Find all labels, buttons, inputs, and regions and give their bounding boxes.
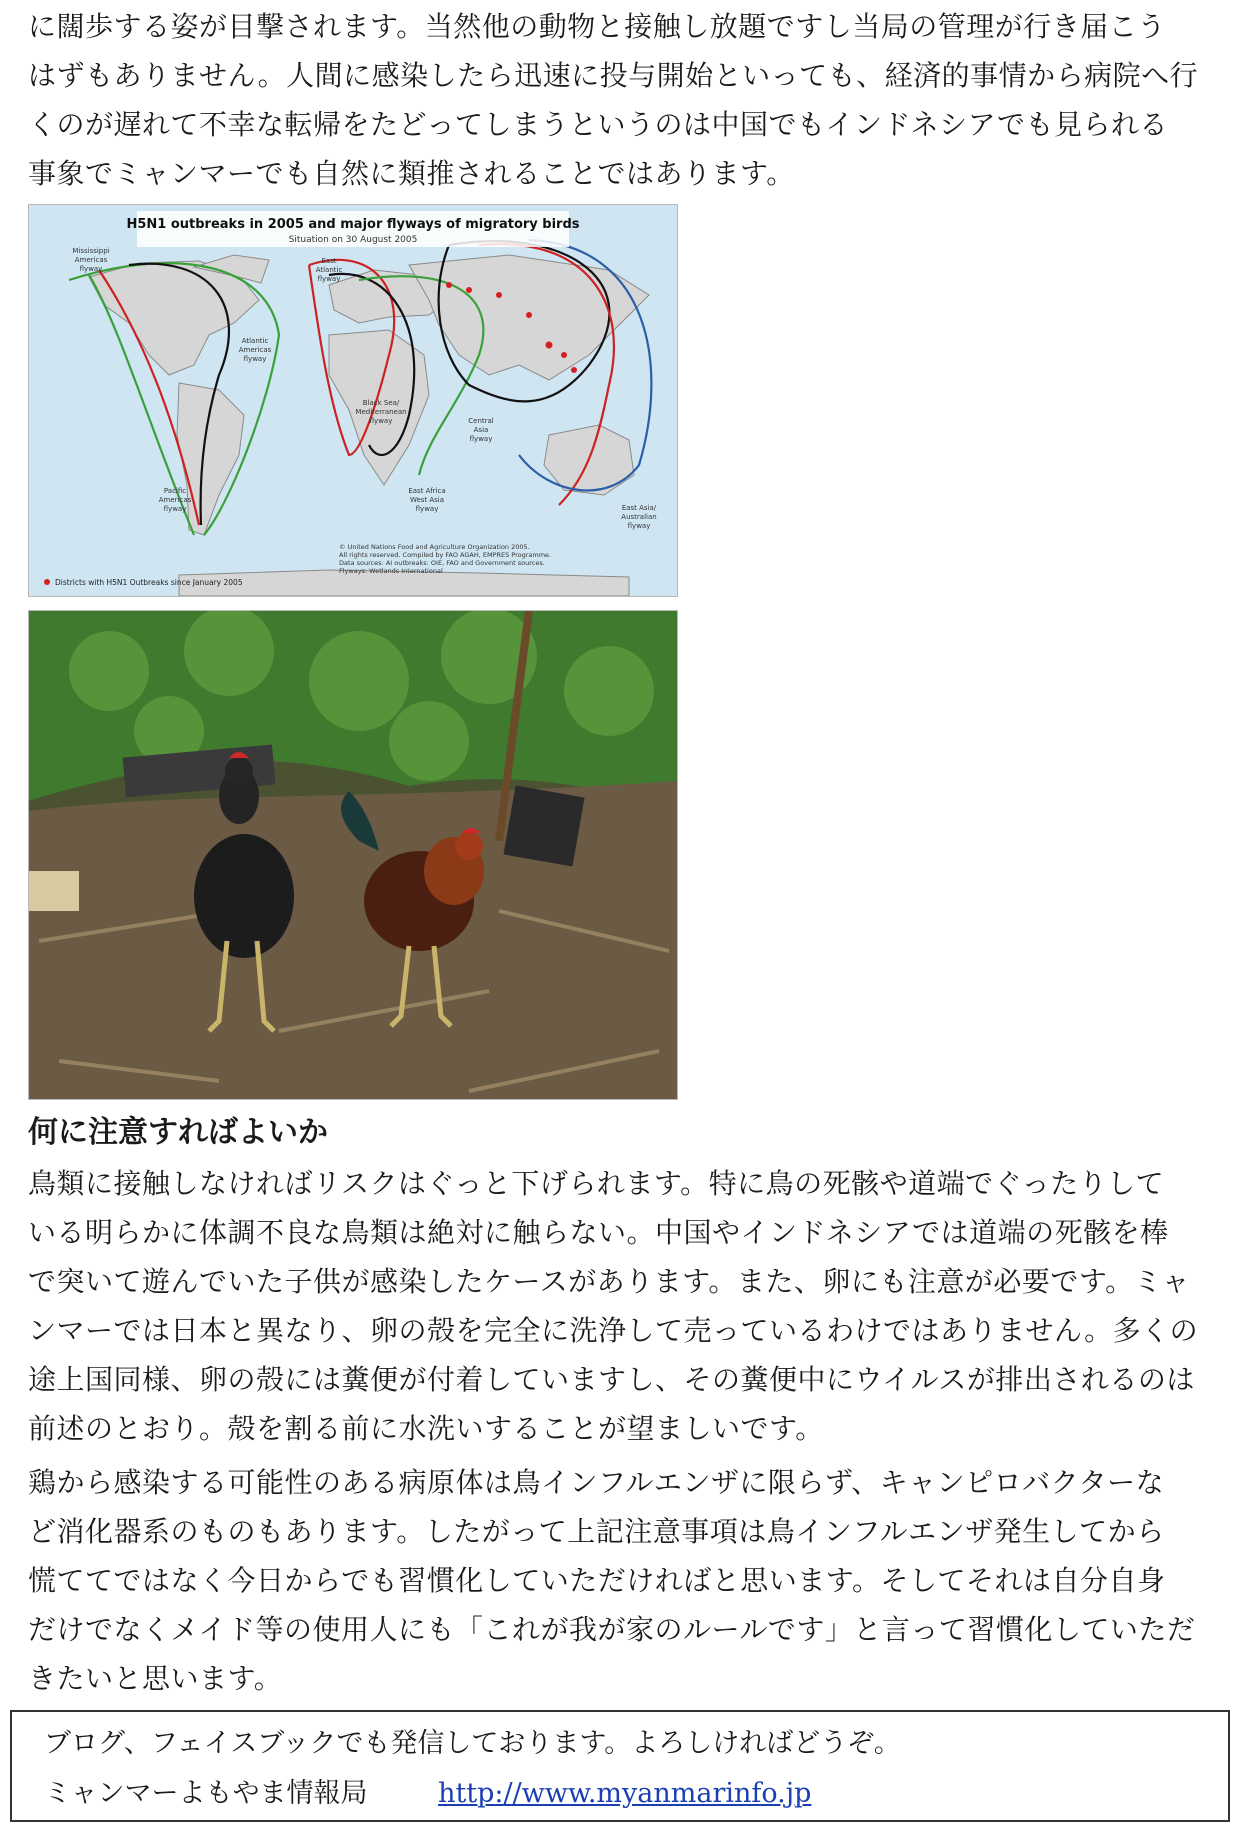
roosters-photo [28, 610, 678, 1100]
svg-text:East Asia/: East Asia/ [621, 504, 657, 512]
svg-text:Black Sea/: Black Sea/ [362, 399, 400, 407]
outbreak-dot [446, 282, 452, 288]
habit-paragraph [28, 1458, 1218, 1703]
text-line: で突いて遊んでいた子供が感染したケースがあります。また、卵にも注意が必要です。ミャ [28, 1265, 1191, 1298]
notice-box [10, 1710, 1230, 1822]
map-title: H5N1 outbreaks in 2005 and major flyways of migratory birds [126, 217, 580, 232]
text-line: 鳥類に接触しなければリスクはぐっと下げられます。特に鳥の死骸や道端でぐったりして [28, 1167, 1165, 1200]
svg-text:Data sources: AI outbreaks: OI: Data sources: AI outbreaks: OIE, FAO and Government sources. [339, 559, 545, 567]
svg-text:flyway: flyway [317, 275, 341, 283]
site-url-link[interactable]: http://www.myanmarinfo.jp [438, 1778, 812, 1809]
text-line: 途上国同様、卵の殻には糞便が付着していますし、その糞便中にウイルスが排出されるのは [28, 1363, 1195, 1396]
notice-site-line [44, 1774, 811, 1814]
svg-text:Atlantic: Atlantic [241, 337, 269, 345]
svg-text:Atlantic: Atlantic [315, 266, 343, 274]
debris-bucket [29, 871, 79, 911]
text-line: きたいと思います。 [28, 1662, 283, 1695]
text-line: ンマーでは日本と異なり、卵の殻を完全に洗浄して売っているわけではありません。多くの [28, 1314, 1199, 1347]
text-line: 慌ててではなく今日からでも習慣化していただければと思います。そしてそれは自分自身 [28, 1564, 1166, 1597]
text-line: くのが遅れて不幸な転帰をたどってしまうというのは中国でもインドネシアでも見られる [28, 108, 1169, 141]
svg-text:flyway: flyway [163, 505, 187, 513]
text-line: 鶏から感染する可能性のある病原体は鳥インフルエンザに限らず、キャンピロバクターな [28, 1466, 1165, 1499]
svg-text:Americas: Americas [238, 346, 272, 354]
roosters-photo-illustration [29, 611, 677, 1099]
flyway-map [29, 205, 677, 596]
notice-text: ブログ、フェイスブックでも発信しております。よろしければどうぞ。 [44, 1728, 901, 1759]
svg-text:flyway: flyway [469, 435, 493, 443]
outbreak-dot [571, 367, 577, 373]
intro-paragraph [28, 2, 1218, 198]
outbreak-dot [546, 342, 553, 349]
svg-text:Australian: Australian [621, 513, 657, 521]
map-legend: Districts with H5N1 Outbreaks since January 2005 [55, 578, 243, 587]
svg-text:flyway: flyway [627, 522, 651, 530]
svg-text:Central: Central [468, 417, 494, 425]
text-line: 前述のとおり。殻を割る前に水洗いすることが望ましいです。 [28, 1412, 824, 1445]
text-line: だけでなくメイド等の使用人にも「これが我が家のルールです」と言って習慣化していただ [28, 1613, 1196, 1646]
text-line: ど消化器系のものもあります。したがって上記注意事項は鳥インフルエンザ発生してから [28, 1515, 1165, 1548]
svg-text:Mississippi: Mississippi [72, 247, 110, 255]
svg-text:Flyways: Wetlands Internationa: Flyways: Wetlands International [339, 567, 443, 575]
outbreak-dot [496, 292, 502, 298]
outbreak-dot [561, 352, 567, 358]
text-line: に闊歩する姿が目撃されます。当然他の動物と接触し放題ですし当局の管理が行き届こう [28, 10, 1166, 43]
svg-text:Pacific: Pacific [163, 487, 187, 495]
site-name: ミャンマーよもやま情報局 [44, 1778, 368, 1809]
svg-text:flyway: flyway [79, 265, 103, 273]
text-line: いる明らかに体調不良な鳥類は絶対に触らない。中国やインドネシアでは道端の死骸を棒 [28, 1216, 1169, 1249]
svg-text:Asia: Asia [473, 426, 489, 434]
outbreak-dot [526, 312, 532, 318]
outbreak-dot [466, 287, 472, 293]
svg-text:Mediterranean: Mediterranean [355, 408, 407, 416]
text-line: はずもありません。人間に感染したら迅速に投与開始といっても、経済的事情から病院へ行 [28, 59, 1199, 92]
svg-text:© United Nations Food and Agri: © United Nations Food and Agriculture Organization 2005. [339, 543, 530, 551]
text-line: 事象でミャンマーでも自然に類推されることではあります。 [28, 157, 795, 190]
svg-text:Americas: Americas [74, 256, 108, 264]
svg-text:Americas: Americas [158, 496, 192, 504]
svg-text:West Asia: West Asia [409, 496, 445, 504]
svg-text:East: East [321, 257, 337, 265]
flyway-map-figure [28, 204, 678, 597]
section-heading: 何に注意すればよいか [28, 1115, 328, 1150]
svg-text:flyway: flyway [369, 417, 393, 425]
svg-text:East Africa: East Africa [408, 487, 446, 495]
svg-text:All rights reserved. Compiled: All rights reserved. Compiled by FAO AGAH, EMPRES Programme. [339, 551, 552, 559]
svg-text:flyway: flyway [243, 355, 267, 363]
svg-text:flyway: flyway [415, 505, 439, 513]
map-subtitle: Situation on 30 August 2005 [288, 235, 418, 245]
legend-outbreak-marker [44, 579, 50, 585]
advice-paragraph [28, 1159, 1218, 1453]
